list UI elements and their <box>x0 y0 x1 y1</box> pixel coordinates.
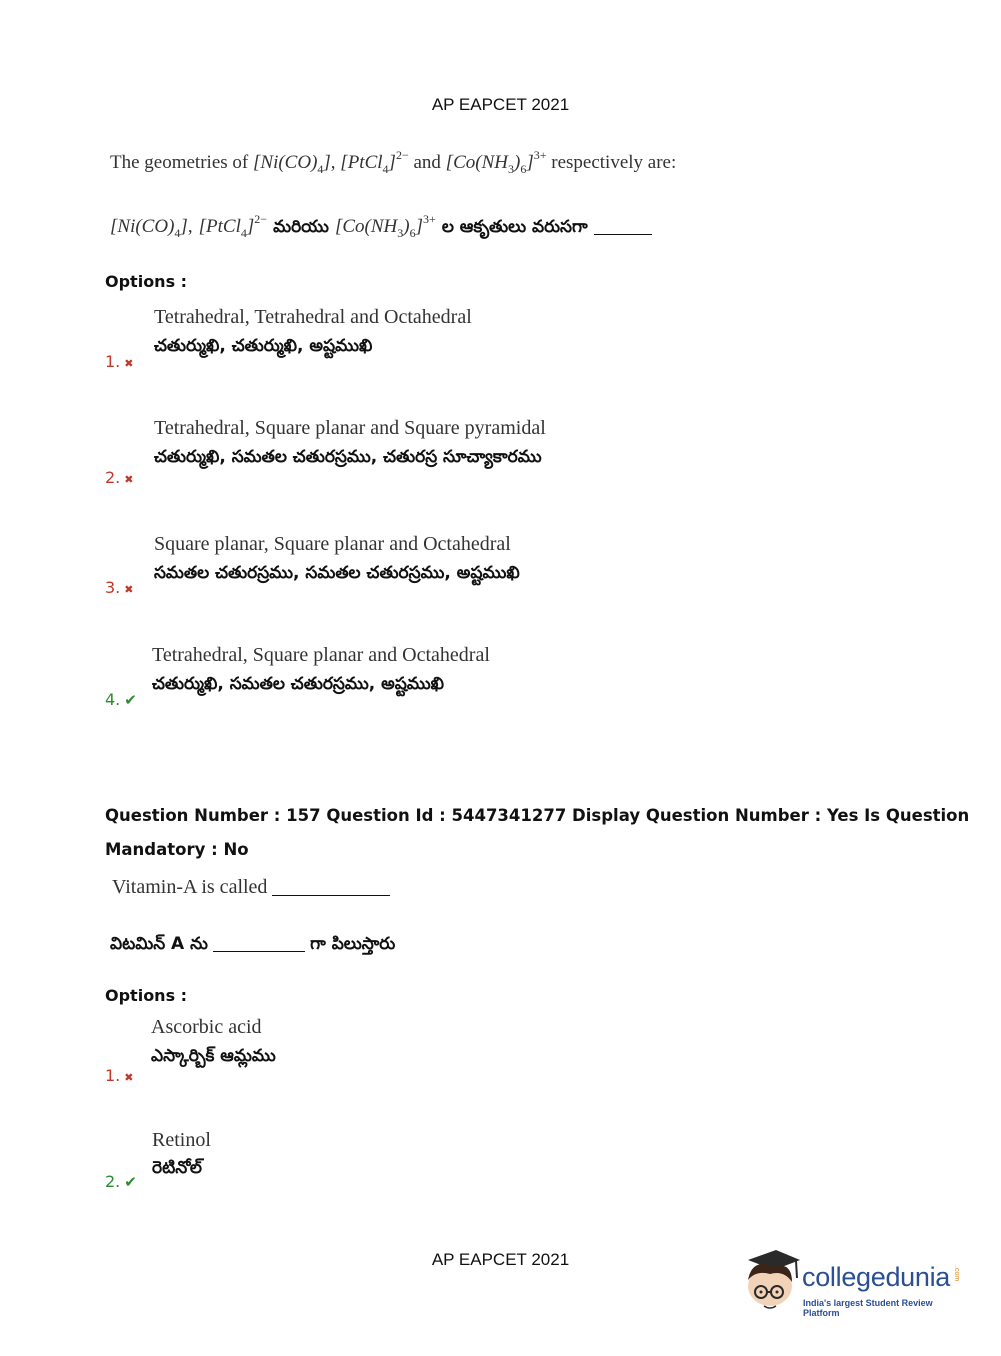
option-2-english: Tetrahedral, Square planar and Square pyramidal <box>154 417 546 439</box>
formula-ptcl: [PtCl$_4$]$^{2-}$ <box>340 148 409 176</box>
question-text-english: The geometries of $[Ni(CO)_4]$, [PtCl$_4$]$^{2-}$ and $[Co(NH_3)_6]^{3+}$ respectively are: <box>110 148 677 176</box>
formula-co-nh3: $[Co(NH_3)_6]^{3+}$ <box>445 148 547 176</box>
option-2-english: Retinol <box>152 1129 211 1151</box>
correct-check-icon: ✔ <box>124 691 137 709</box>
correct-check-icon: ✔ <box>124 1173 137 1191</box>
wrong-cross-icon: ✖ <box>124 473 134 486</box>
option-3-number: 3. ✖ <box>105 578 134 597</box>
option-2-telugu: రెటినోల్ <box>152 1158 202 1178</box>
mascot-icon <box>740 1248 802 1316</box>
logo-wordmark: collegedunia <box>802 1262 951 1292</box>
option-1-number: 1. ✖ <box>105 352 134 371</box>
question-prefix: The geometries of <box>110 152 249 173</box>
wrong-cross-icon: ✖ <box>124 583 134 596</box>
wrong-cross-icon: ✖ <box>124 357 134 370</box>
answer-blank <box>594 234 652 235</box>
formula-ptcl-te: [PtCl$_4$]$^{2-}$ <box>198 212 268 240</box>
question-text-telugu: $[Ni(CO)_4]$, [PtCl$_4$]$^{2-}$ మరియు $[Co(NH_3)_6]^{3+}$ ల ఆకృతులు వరుసగా <box>110 212 652 241</box>
logo-domain-suffix: .com <box>953 1266 960 1282</box>
answer-blank <box>213 951 305 952</box>
options-label: Options : <box>105 986 188 1005</box>
question-suffix: respectively are: <box>551 152 677 173</box>
and-word: and <box>413 152 441 173</box>
wrong-cross-icon: ✖ <box>124 1071 134 1084</box>
option-2-number: 2. ✔ <box>105 1172 137 1191</box>
page-header-title: AP EAPCET 2021 <box>431 95 570 114</box>
formula-co-nh3-te: $[Co(NH_3)_6]^{3+}$ <box>334 212 436 240</box>
option-4-number: 4. ✔ <box>105 690 137 709</box>
option-4-telugu: చతుర్ముఖి, సమతల చతురస్రము, అష్టముఖి <box>152 674 445 694</box>
option-1-telugu: చతుర్ముఖి, చతుర్ముఖి, అష్టముఖి <box>154 336 373 356</box>
page-footer-title: AP EAPCET 2021 <box>431 1250 570 1269</box>
option-3-english: Square planar, Square planar and Octahedral <box>154 533 511 555</box>
option-1-english: Tetrahedral, Tetrahedral and Octahedral <box>154 306 472 328</box>
formula-ni-co: $[Ni(CO)_4]$ <box>252 152 331 176</box>
question-text-telugu: విటమిన్ A ను గా పిలుస్తారు <box>110 934 396 954</box>
formula-ni-co-te: $[Ni(CO)_4]$ <box>110 216 188 240</box>
option-1-number: 1. ✖ <box>105 1066 134 1085</box>
option-2-telugu: చతుర్ముఖి, సమతల చతురస్రము, చతురస్ర సూచ్యాకారము <box>154 447 542 467</box>
options-label: Options : <box>105 272 188 291</box>
telugu-and: మరియు <box>273 217 329 237</box>
option-1-telugu: ఎస్కార్బిక్ ఆమ్లము <box>151 1046 276 1066</box>
question-meta-line-1: Question Number : 157 Question Id : 5447341277 Display Question Number : Yes Is Question <box>105 806 970 825</box>
answer-blank <box>272 895 390 896</box>
option-2-number: 2. ✖ <box>105 468 134 487</box>
telugu-suffix: ల ఆకృతులు వరుసగా <box>441 217 588 237</box>
question-text-english: Vitamin-A is called <box>112 876 390 899</box>
option-3-telugu: సమతల చతురస్రము, సమతల చతురస్రము, అష్టముఖి <box>154 563 520 583</box>
question-meta-line-2: Mandatory : No <box>105 840 249 859</box>
collegedunia-logo[interactable] <box>740 1248 970 1318</box>
logo-tagline: India's largest Student Review Platform <box>803 1298 933 1318</box>
option-1-english: Ascorbic acid <box>151 1016 262 1038</box>
option-4-english: Tetrahedral, Square planar and Octahedral <box>152 644 490 666</box>
